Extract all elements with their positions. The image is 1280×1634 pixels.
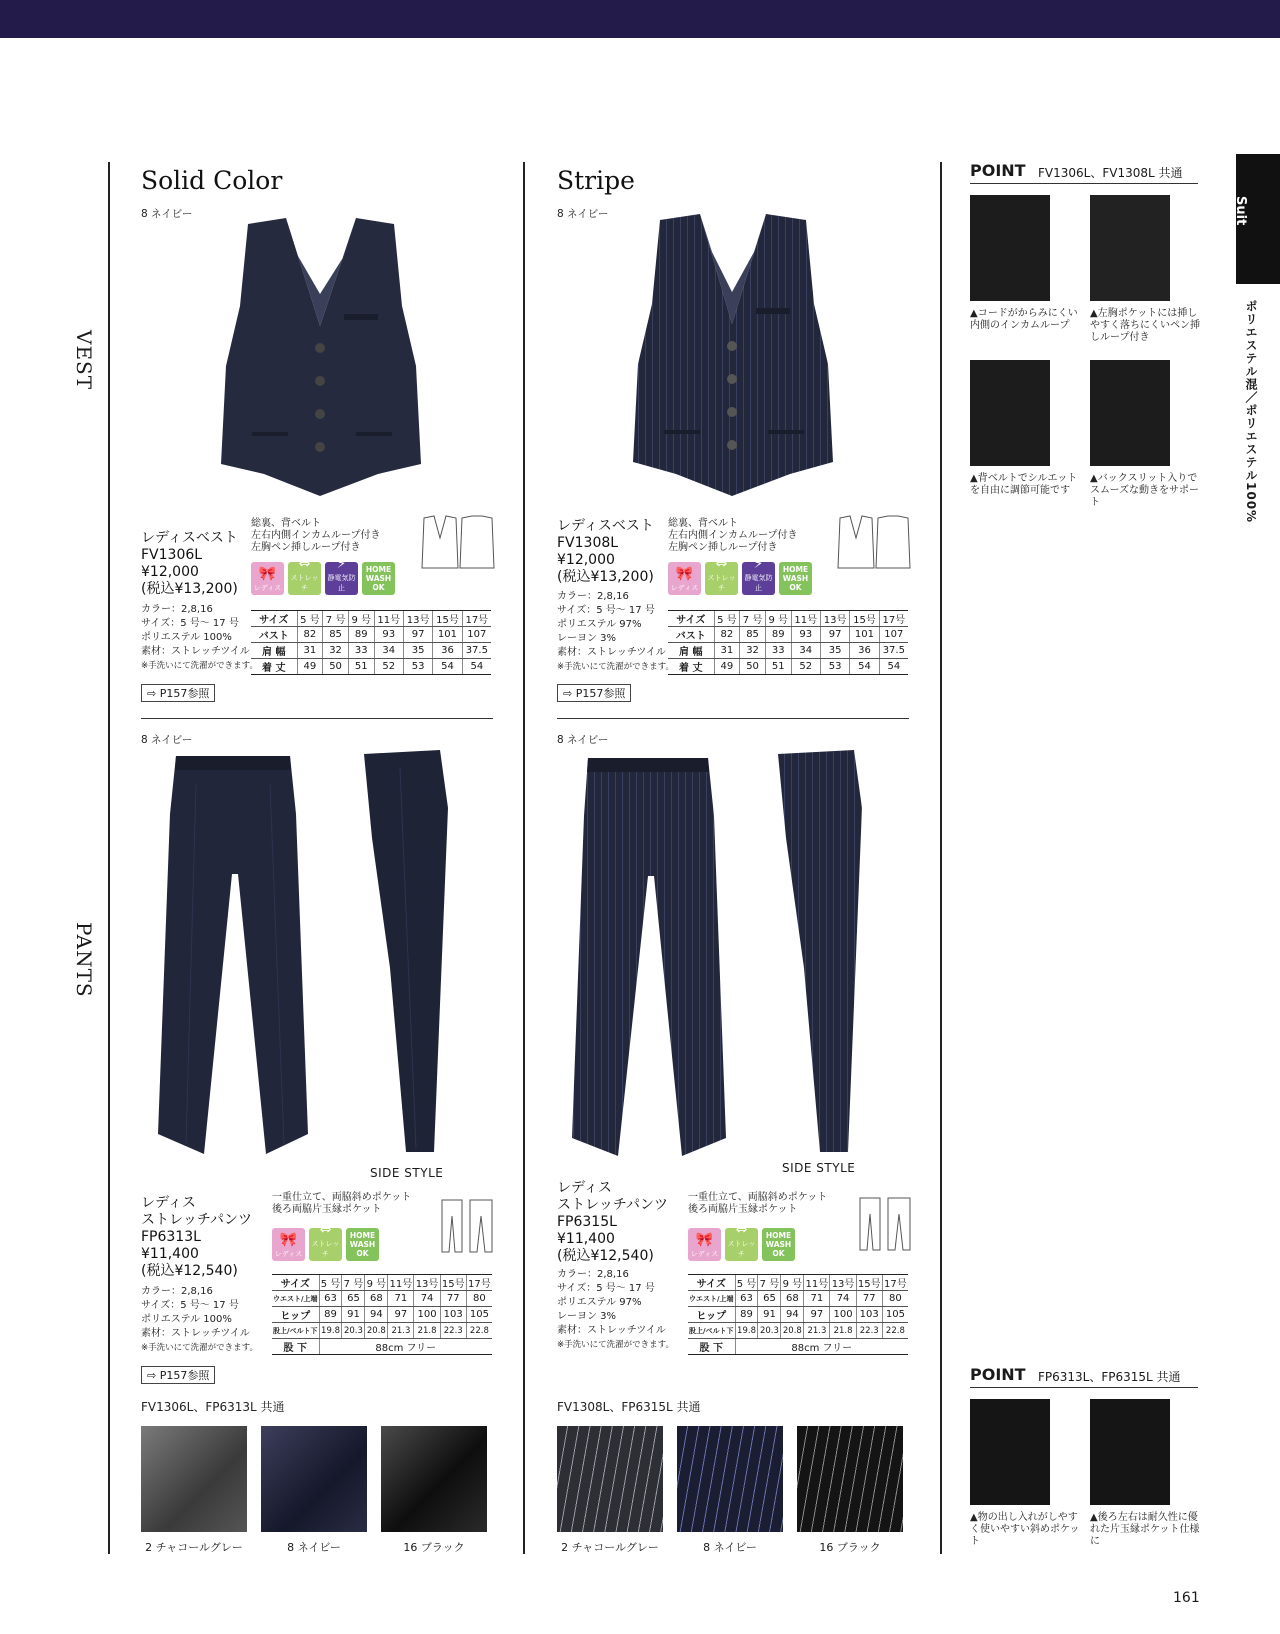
- category-tab[interactable]: [1233, 154, 1280, 284]
- point-heading: POINT: [970, 161, 1026, 180]
- vest-solid-color-label: 8 ネイビー: [141, 208, 193, 220]
- feature-line: 左右内側インカムループ付き: [668, 530, 798, 541]
- side-style-label: SIDE STYLE: [782, 1161, 856, 1175]
- pants-solid-features: [272, 1192, 411, 1216]
- spec-line: カラー：2,8,16: [557, 1269, 629, 1280]
- point-caption: ▲後ろ左右は耐久性に優れた片玉縁ポケット仕様に: [1090, 1512, 1200, 1547]
- page-number: 161: [1173, 1590, 1200, 1606]
- spec-line: ポリエステル 100%: [141, 1314, 232, 1325]
- swatch-label: 8 ネイビー: [287, 1541, 341, 1554]
- pants-solid-specs: [141, 1285, 258, 1355]
- feature-line: 左胸ペン挿しループ付き: [251, 542, 361, 553]
- stretch-icon: ⇔ ストレッチ: [725, 1228, 758, 1261]
- point-image-back-slit: [1090, 360, 1170, 466]
- pants-flat-sketch: [856, 1196, 914, 1252]
- spec-line: 素材：ストレッチツイル: [557, 647, 666, 658]
- spec-line: カラー：2,8,16: [141, 1286, 213, 1297]
- column-divider-middle: [523, 162, 525, 1554]
- reference-link[interactable]: ⇨ P157参照: [141, 684, 215, 702]
- swatch-label: 16 ブラック: [819, 1541, 881, 1554]
- ladies-icon: 🎀 レディス: [251, 562, 284, 595]
- vest-solid-info: [141, 530, 238, 598]
- ladies-icon: 🎀 レディス: [688, 1228, 721, 1261]
- product-price: ¥12,000: [557, 552, 615, 568]
- swatch-stripe-black: [797, 1426, 903, 1532]
- point-divider: [970, 183, 1198, 184]
- spec-line: ポリエステル 97%: [557, 619, 642, 630]
- pants-stripe-info: [557, 1180, 668, 1265]
- point-heading: POINT: [970, 1365, 1026, 1384]
- swatch-label: 16 ブラック: [403, 1541, 465, 1554]
- pants-solid-size-table: サイズ 5 号 7 号 9 号 11号 13号 15号 17号 ウエスト/上端 63 65 68 71 74 77 80 ヒップ 89 91 94 97 100 103 105 股上/ベルト下 19.8 20.3 20.8 21.3 21.8 22.3 22.8 股 下 88cm フリー: [272, 1274, 492, 1355]
- vest-stripe-image: [628, 212, 838, 498]
- pants-stripe-side-image: [774, 748, 870, 1156]
- point-image-pen-loop: [1090, 195, 1170, 301]
- product-name-line2: ストレッチパンツ: [141, 1212, 253, 1228]
- spec-line: ※手洗いにて洗濯ができます。: [141, 661, 258, 671]
- section-label-pants: PANTS: [72, 922, 96, 998]
- pants-stripe-specs: [557, 1268, 674, 1352]
- stretch-icon: ⇔ ストレッチ: [309, 1228, 342, 1261]
- product-name-line1: レディス: [141, 1195, 196, 1211]
- product-code: FP6313L: [141, 1229, 201, 1245]
- home-wash-icon: HOME WASH OK: [346, 1228, 379, 1261]
- spec-line: 素材：ストレッチツイル: [141, 1328, 250, 1339]
- product-price-tax: (税込¥12,540): [557, 1248, 654, 1264]
- ladies-icon: 🎀 レディス: [668, 562, 701, 595]
- point-caption: ▲コードがからみにくい内側のインカムループ: [970, 308, 1078, 331]
- vest-stripe-icons: [668, 556, 812, 595]
- product-price-tax: (税込¥13,200): [557, 569, 654, 585]
- point-image-incam-loop: [970, 195, 1050, 301]
- vest-stripe-size-table: サイズ 5 号 7 号 9 号 11号 13号 15号 17号 バスト 82 85 89 93 97 101 107 肩 幅 31 32 33 34 35 36 37.5 着 丈 49 50 51 52 53 54 54: [668, 610, 908, 675]
- spec-line: レーヨン 3%: [557, 1311, 617, 1322]
- vest-flat-sketch: [836, 514, 912, 572]
- home-wash-icon: HOME WASH OK: [762, 1228, 795, 1261]
- spec-line: サイズ：5 号〜 17 号: [557, 605, 655, 616]
- pants-solid-side-image: [360, 748, 456, 1156]
- product-name: レディスベスト: [141, 530, 238, 546]
- feature-line: 左胸ペン挿しループ付き: [668, 542, 778, 553]
- point-subheading: FP6313L、FP6315L 共通: [1038, 1370, 1181, 1384]
- swatch-heading-solid: FV1306L、FP6313L 共通: [141, 1400, 285, 1414]
- product-name-line1: レディス: [557, 1180, 612, 1196]
- feature-line: 後ろ両脇片玉縁ポケット: [272, 1204, 382, 1215]
- swatch-stripe-navy: [677, 1426, 783, 1532]
- swatch-heading-stripe: FV1308L、FP6315L 共通: [557, 1400, 701, 1414]
- swatch-label: 2 チャコールグレー: [561, 1541, 659, 1554]
- column-divider-left: [108, 162, 110, 1554]
- reference-link[interactable]: ⇨ P157参照: [141, 1366, 215, 1384]
- spec-line: 素材：ストレッチツイル: [557, 1325, 666, 1336]
- stretch-icon: ⇔ ストレッチ: [288, 562, 321, 595]
- vest-stripe-features: [668, 518, 798, 554]
- pants-flat-sketch: [438, 1198, 496, 1254]
- feature-line: 後ろ両脇片玉縁ポケット: [688, 1204, 798, 1215]
- vest-solid-icons: [251, 556, 395, 595]
- point-caption: ▲物の出し入れがしやすく使いやすい斜めポケット: [970, 1512, 1080, 1547]
- point-image-back-belt: [970, 360, 1050, 466]
- swatch-solid-black: [381, 1426, 487, 1532]
- spec-line: ※手洗いにて洗濯ができます。: [557, 1340, 674, 1350]
- vest-solid-features: [251, 518, 381, 554]
- spec-line: サイズ：5 号〜 17 号: [141, 1300, 239, 1311]
- feature-line: 左右内側インカムループ付き: [251, 530, 381, 541]
- feature-line: 総裏、背ベルト: [668, 518, 738, 529]
- antistatic-icon: ⚡ 静電気防止: [742, 562, 775, 595]
- side-style-label: SIDE STYLE: [370, 1166, 444, 1180]
- header-bar: [0, 0, 1280, 38]
- spec-line: ポリエステル 97%: [557, 1297, 642, 1308]
- vest-stripe-color-label: 8 ネイビー: [557, 208, 609, 220]
- point-caption: ▲バックスリット入りでスムーズな動きをサポート: [1090, 473, 1199, 508]
- swatch-label: 2 チャコールグレー: [145, 1541, 243, 1554]
- column-title-stripe: Stripe: [557, 166, 635, 195]
- spec-line: サイズ：5 号〜 17 号: [557, 1283, 655, 1294]
- home-wash-icon: HOME WASH OK: [362, 562, 395, 595]
- pants-stripe-icons: [688, 1222, 795, 1261]
- pants-stripe-features: [688, 1192, 827, 1216]
- point-divider: [970, 1387, 1198, 1388]
- column-divider-right: [940, 162, 942, 1554]
- pants-solid-info: [141, 1195, 252, 1280]
- spec-line: サイズ：5 号〜 17 号: [141, 618, 239, 629]
- section-label-vest: VEST: [72, 330, 96, 391]
- product-code: FV1306L: [141, 547, 203, 563]
- spec-line: ポリエステル 100%: [141, 632, 232, 643]
- column-title-solid: Solid Color: [141, 166, 283, 195]
- pants-solid-front-image: [156, 754, 312, 1156]
- spec-line: ※手洗いにて洗濯ができます。: [557, 662, 674, 672]
- spec-line: ※手洗いにて洗濯ができます。: [141, 1343, 258, 1353]
- product-price-tax: (税込¥12,540): [141, 1263, 238, 1279]
- point-caption: ▲背ベルトでシルエットを自由に調節可能です: [970, 473, 1078, 496]
- vest-flat-sketch: [420, 514, 496, 572]
- swatch-stripe-charcoal: [557, 1426, 663, 1532]
- product-code: FV1308L: [557, 535, 619, 551]
- ladies-icon: 🎀 レディス: [272, 1228, 305, 1261]
- point-image-slant-pocket: [970, 1399, 1050, 1505]
- pants-solid-icons: [272, 1222, 379, 1261]
- pants-stripe-color-label: 8 ネイビー: [557, 734, 609, 746]
- antistatic-icon: ⚡ 静電気防止: [325, 562, 358, 595]
- feature-line: 総裏、背ベルト: [251, 518, 321, 529]
- spec-line: カラー：2,8,16: [557, 591, 629, 602]
- category-tab-label: Suit: [1233, 196, 1248, 226]
- vest-solid-image: [216, 216, 426, 498]
- home-wash-icon: HOME WASH OK: [779, 562, 812, 595]
- product-price: ¥11,400: [141, 1246, 199, 1262]
- stretch-icon: ⇔ ストレッチ: [705, 562, 738, 595]
- feature-line: 一重仕立て、両脇斜めポケット: [272, 1192, 412, 1203]
- product-price: ¥12,000: [141, 564, 199, 580]
- spec-line: 素材：ストレッチツイル: [141, 646, 250, 657]
- swatch-label: 8 ネイビー: [703, 1541, 757, 1554]
- swatch-solid-charcoal: [141, 1426, 247, 1532]
- vest-solid-specs: [141, 603, 258, 673]
- product-name: レディスベスト: [557, 518, 654, 534]
- pants-stripe-front-image: [570, 756, 730, 1158]
- feature-line: 一重仕立て、両脇斜めポケット: [688, 1192, 828, 1203]
- point-subheading: FV1306L、FV1308L 共通: [1038, 166, 1183, 180]
- point-caption: ▲左胸ポケットには挿しやすく落ちにくいペン挿しループ付き: [1090, 308, 1200, 343]
- product-name-line2: ストレッチパンツ: [557, 1197, 669, 1213]
- material-label: ポリエステル混／ポリエステル100%: [1244, 300, 1258, 524]
- vest-stripe-specs: [557, 590, 674, 674]
- reference-link[interactable]: ⇨ P157参照: [557, 684, 631, 702]
- point-image-back-pocket: [1090, 1399, 1170, 1505]
- product-price: ¥11,400: [557, 1231, 615, 1247]
- spec-line: レーヨン 3%: [557, 633, 617, 644]
- section-divider: [141, 718, 493, 719]
- section-divider: [557, 718, 909, 719]
- product-price-tax: (税込¥13,200): [141, 581, 238, 597]
- vest-stripe-info: [557, 518, 654, 586]
- spec-line: カラー：2,8,16: [141, 604, 213, 615]
- vest-solid-size-table: サイズ 5 号 7 号 9 号 11号 13号 15号 17号 バスト 82 85 89 93 97 101 107 肩 幅 31 32 33 34 35 36 37.5 着 丈 49 50 51 52 53 54 54: [251, 610, 491, 675]
- product-code: FP6315L: [557, 1214, 617, 1230]
- swatch-solid-navy: [261, 1426, 367, 1532]
- pants-stripe-size-table: サイズ 5 号 7 号 9 号 11号 13号 15号 17号 ウエスト/上端 63 65 68 71 74 77 80 ヒップ 89 91 94 97 100 103 105 股上/ベルト下 19.8 20.3 20.8 21.3 21.8 22.3 22.8 股 下 88cm フリー: [688, 1274, 908, 1355]
- pants-solid-color-label: 8 ネイビー: [141, 734, 193, 746]
